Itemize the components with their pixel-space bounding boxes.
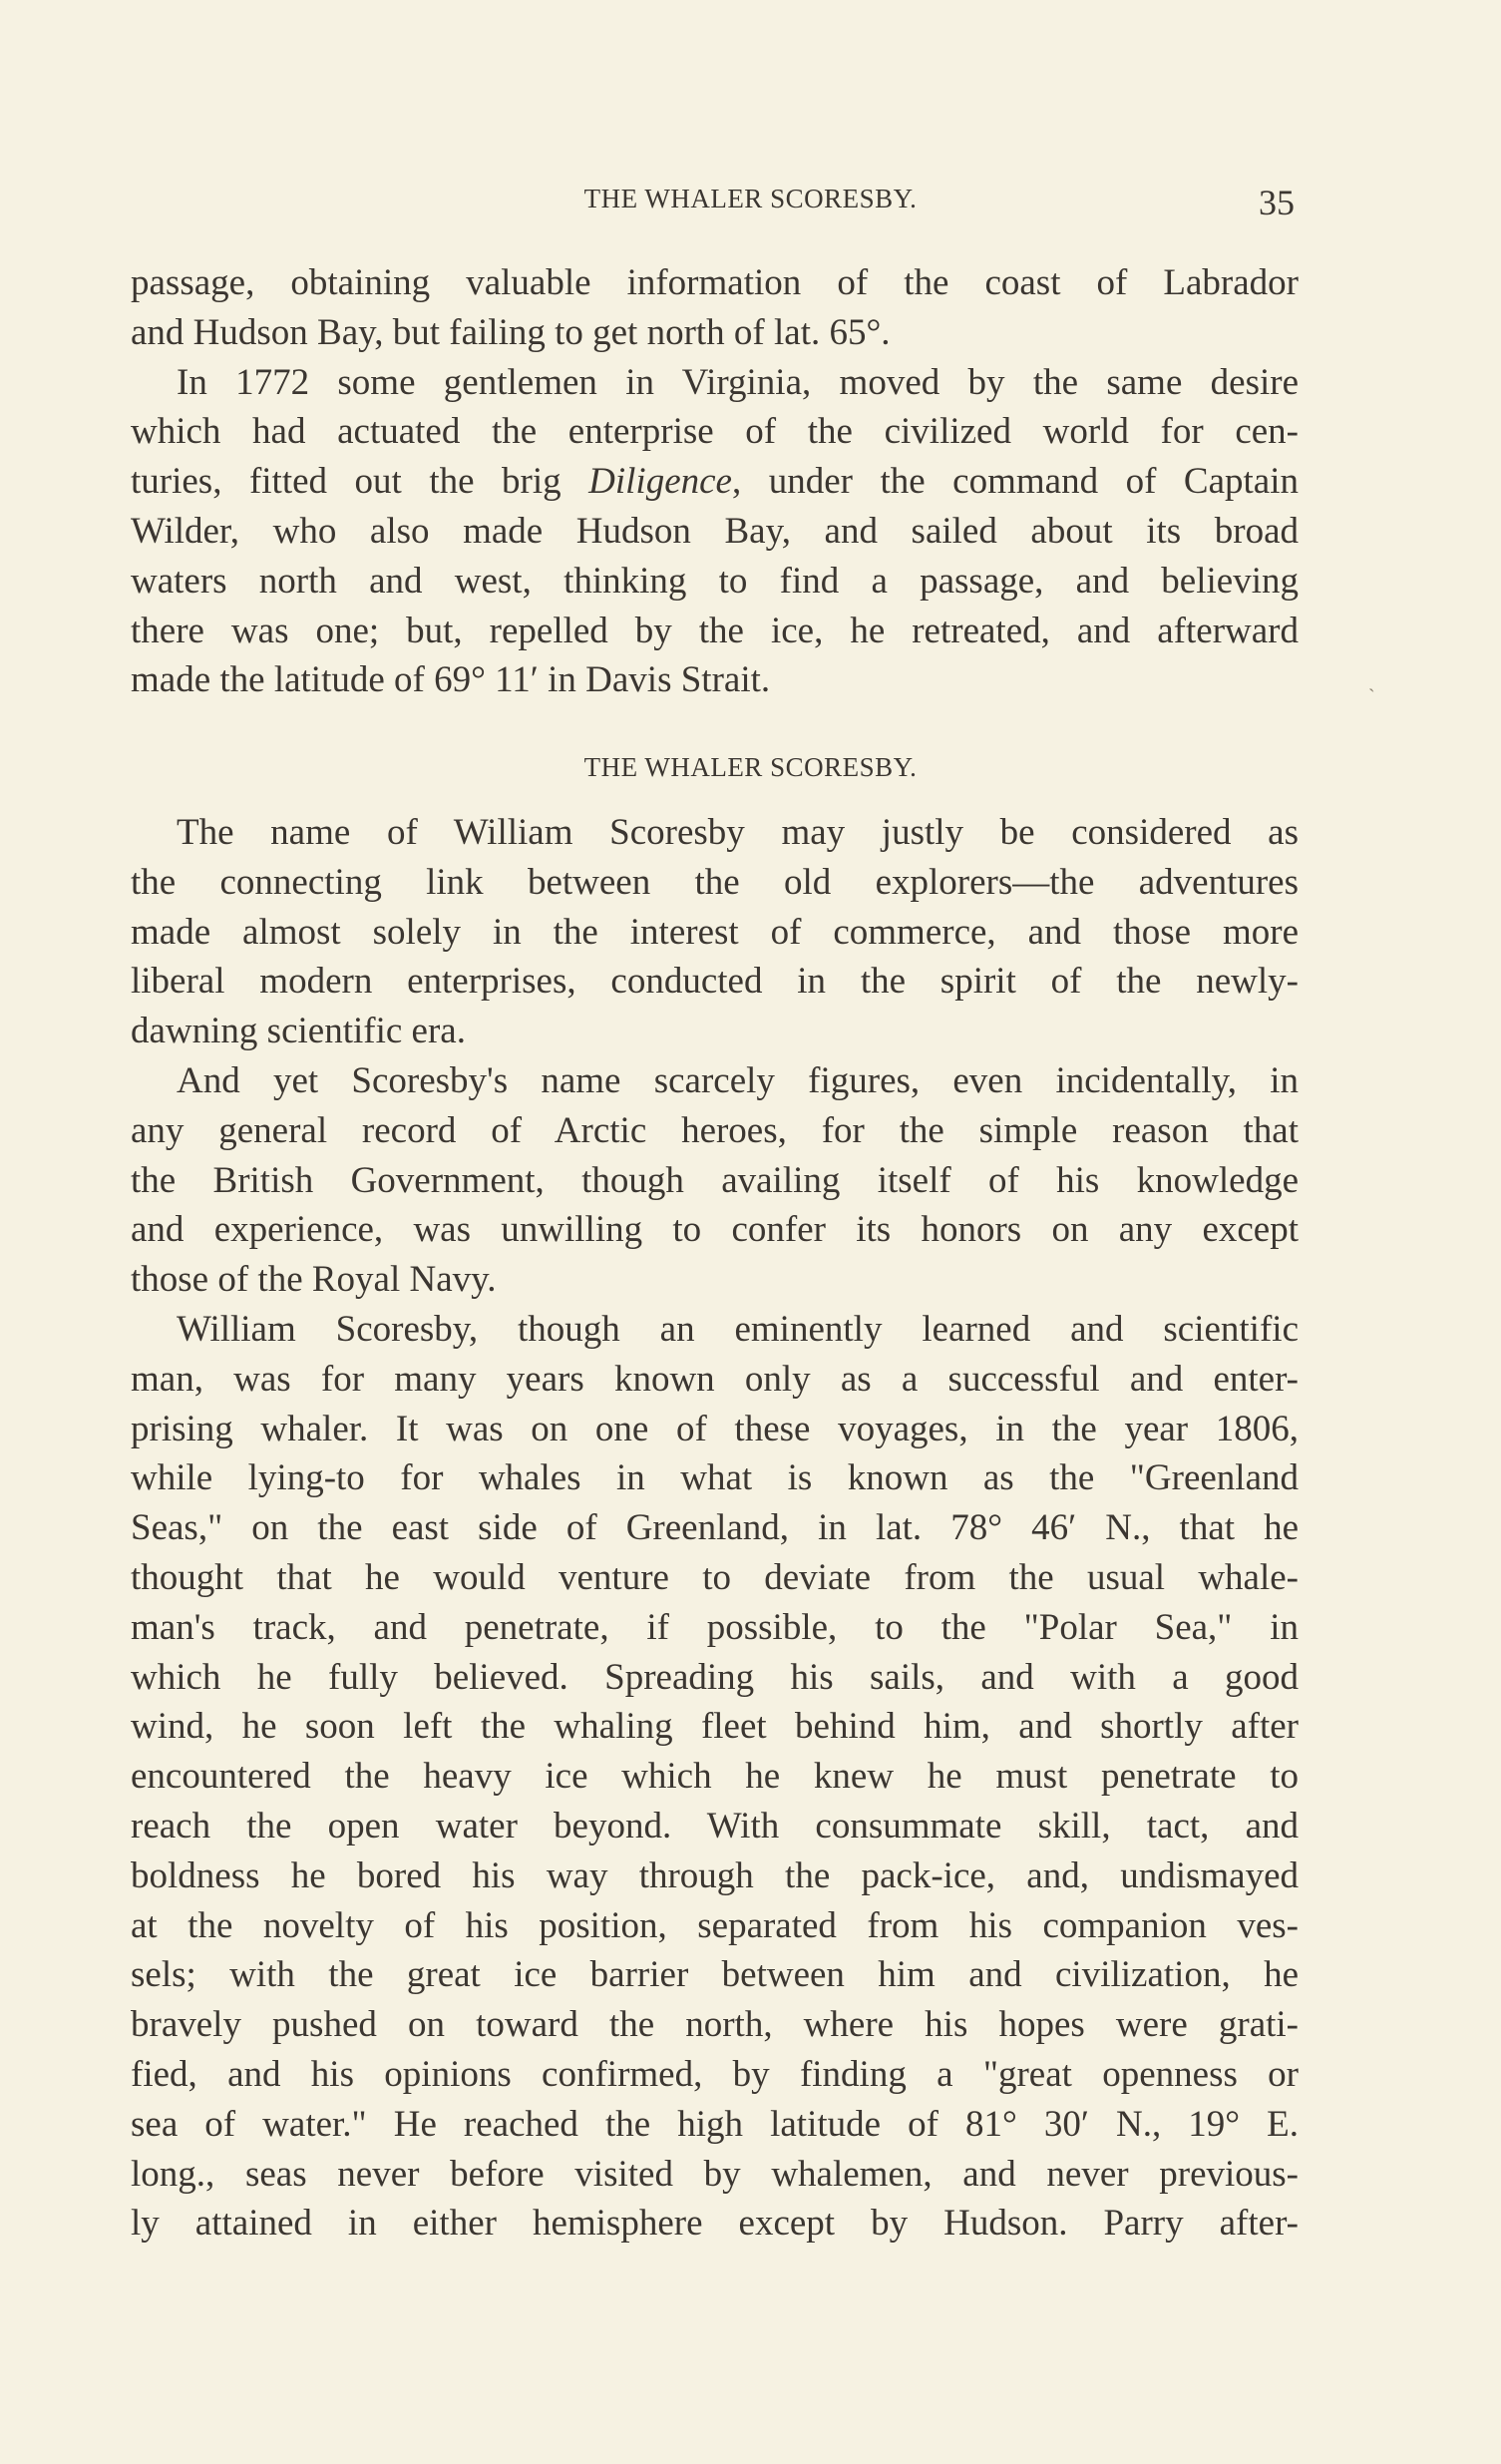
text-line: sels; with the great ice barrier between him and civilization, he bbox=[131, 1954, 1299, 1996]
page-number: 35 bbox=[1259, 183, 1295, 222]
text-line: made the latitude of 69° 11′ in Davis Strait. bbox=[131, 659, 771, 701]
text-line: reach the open water beyond. With consummate skill, tact, and bbox=[131, 1805, 1299, 1847]
text-line: bravely pushed on toward the north, where his hopes were grati- bbox=[131, 2004, 1299, 2046]
text-line: the British Government, though availing itself of his knowledge bbox=[131, 1159, 1299, 1201]
text-line: man, was for many years known only as a successful and enter- bbox=[131, 1358, 1299, 1400]
text-line: sea of water." He reached the high latitude of 81° 30′ N., 19° E. bbox=[131, 2103, 1299, 2145]
margin-mark: ˏ bbox=[1368, 670, 1375, 692]
text-line: turies, fitted out the brig Diligence, under the command of Captain bbox=[131, 461, 1299, 503]
text-line: encountered the heavy ice which he knew he must penetrate to bbox=[131, 1756, 1299, 1798]
text-line: William Scoresby, though an eminently learned and scientific bbox=[177, 1308, 1299, 1350]
text-line: Wilder, who also made Hudson Bay, and sailed about its broad bbox=[131, 510, 1299, 552]
section-heading: THE WHALER SCORESBY. bbox=[583, 752, 918, 782]
ship-name: Diligence bbox=[588, 461, 732, 503]
text-line: the connecting link between the old explorers—the adventures bbox=[131, 861, 1299, 903]
text-line: there was one; but, repelled by the ice, he retreated, and afterward bbox=[131, 610, 1299, 651]
text-line: which had actuated the enterprise of the civilized world for cen- bbox=[131, 411, 1299, 453]
text-line: dawning scientific era. bbox=[131, 1011, 466, 1052]
text-line: liberal modern enterprises, conducted in the spirit of the newly- bbox=[131, 961, 1299, 1003]
text-after-heading bbox=[131, 808, 1299, 2249]
text-line: any general record of Arctic heroes, for the simple reason that bbox=[131, 1109, 1299, 1151]
text-line: those of the Royal Navy. bbox=[131, 1259, 497, 1301]
text-line: which he fully believed. Spreading his sails, and with a good bbox=[131, 1656, 1299, 1698]
text-line: fied, and his opinions confirmed, by finding a "great openness or bbox=[131, 2053, 1299, 2095]
text-line: passage, obtaining valuable information of the coast of Labrador bbox=[131, 262, 1299, 303]
text-line: made almost solely in the interest of commerce, and those more bbox=[131, 911, 1299, 953]
text-line: man's track, and penetrate, if possible, to the "Polar Sea," in bbox=[131, 1606, 1299, 1648]
text-line: boldness he bored his way through the pack-ice, and, undismayed bbox=[131, 1854, 1299, 1896]
text-line: The name of William Scoresby may justly be considered as bbox=[177, 812, 1299, 853]
text-line: prising whaler. It was on one of these voyages, in the year 1806, bbox=[131, 1408, 1299, 1449]
text-line: Seas," on the east side of Greenland, in lat. 78° 46′ N., that he bbox=[131, 1507, 1299, 1549]
text-before-heading bbox=[131, 258, 1299, 705]
text-line: thought that he would venture to deviate from the usual whale- bbox=[131, 1556, 1299, 1598]
text-line: and Hudson Bay, but failing to get north of lat. 65°. bbox=[131, 311, 891, 353]
text-line: ly attained in either hemisphere except by Hudson. Parry after- bbox=[131, 2203, 1299, 2245]
text-line: And yet Scoresby's name scarcely figures, even incidentally, in bbox=[177, 1059, 1299, 1101]
text-line: at the novelty of his position, separated from his companion ves- bbox=[131, 1904, 1299, 1946]
text-line: and experience, was unwilling to confer its honors on any except bbox=[131, 1209, 1299, 1251]
text-line: waters north and west, thinking to find a passage, and believing bbox=[131, 560, 1299, 602]
text-line: wind, he soon left the whaling fleet behind him, and shortly after bbox=[131, 1706, 1299, 1748]
running-head: THE WHALER SCORESBY. bbox=[583, 184, 918, 213]
text-line: while lying-to for whales in what is known as the "Greenland bbox=[131, 1457, 1299, 1499]
text-line: In 1772 some gentlemen in Virginia, moved by the same desire bbox=[177, 361, 1299, 403]
text-line: long., seas never before visited by whalemen, and never previous- bbox=[131, 2153, 1299, 2195]
